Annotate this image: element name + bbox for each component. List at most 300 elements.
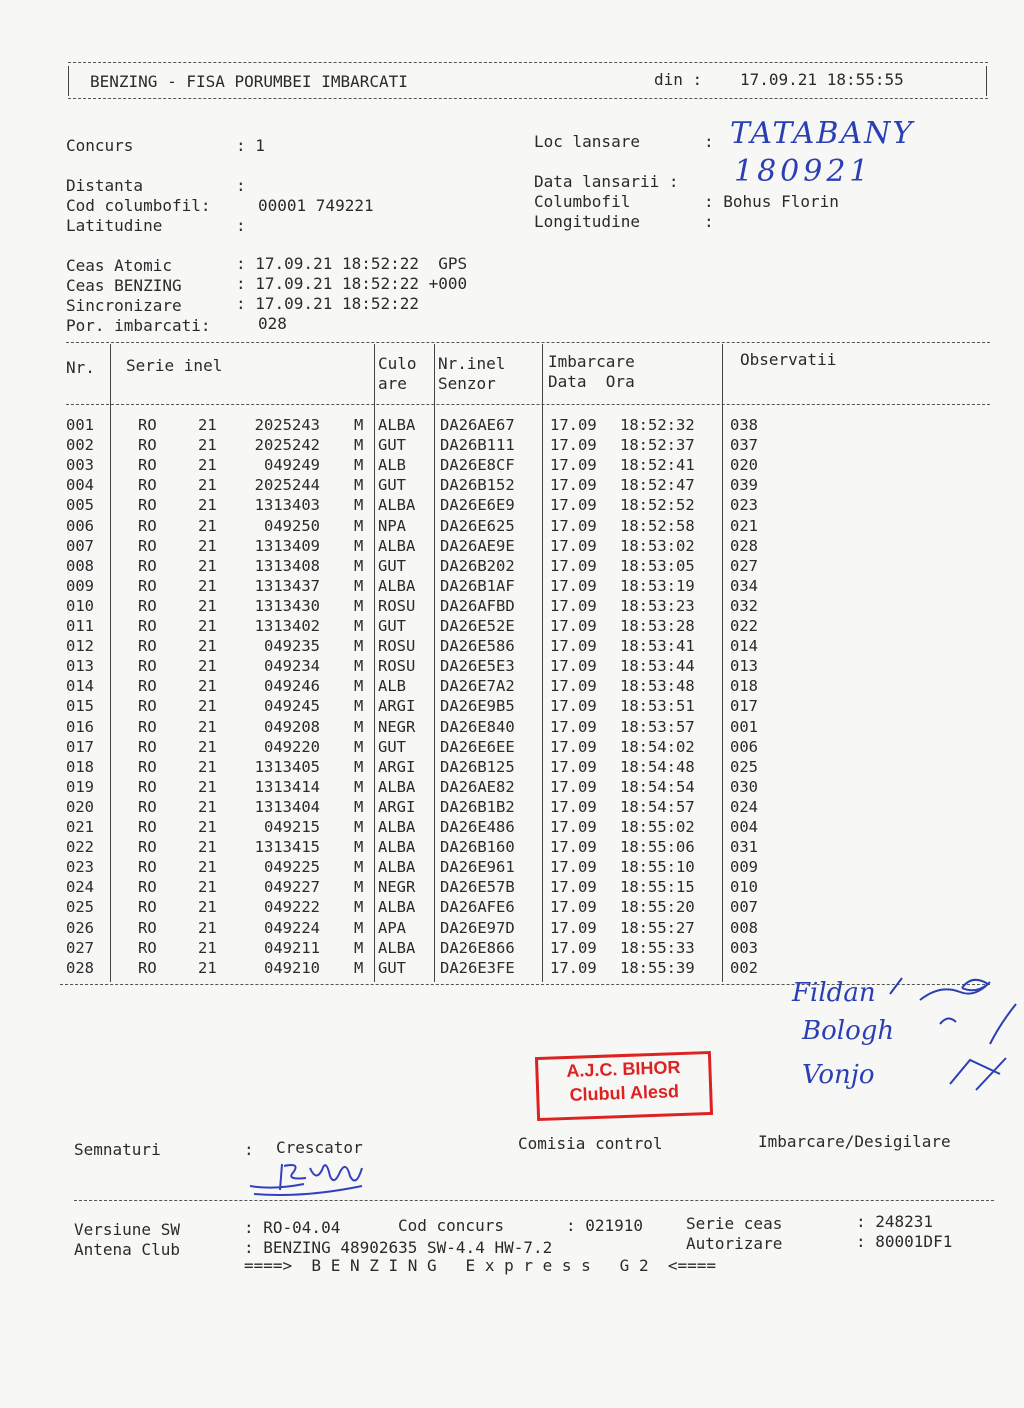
row-color: NEGR [378, 878, 416, 897]
row-sensor: DA26B125 [440, 757, 515, 776]
row-sensor: DA26E6EE [440, 737, 515, 756]
row-time: 18:54:48 [620, 757, 695, 776]
crescator-signature [244, 1156, 384, 1200]
row-date: 17.09 [550, 536, 597, 555]
table-row [66, 637, 786, 657]
row-year: 21 [198, 938, 217, 957]
row-obs: 006 [730, 737, 758, 756]
row-country: RO [138, 436, 157, 455]
col-header-nr: Nr. [66, 358, 95, 377]
row-sex: M [354, 757, 364, 776]
row-date: 17.09 [550, 576, 597, 595]
row-date: 17.09 [550, 757, 597, 776]
col-header-nrinel: Nr.inel [438, 354, 506, 373]
row-year: 21 [198, 737, 217, 756]
semnaturi-label: Semnaturi [74, 1140, 161, 1159]
col-header-are: are [378, 374, 407, 393]
autorizare-value: : 80001DF1 [856, 1232, 953, 1251]
row-color: ALBA [378, 536, 416, 555]
serie-ceas-value: : 248231 [856, 1212, 934, 1231]
row-country: RO [138, 958, 157, 977]
row-ring: 1313437 [254, 576, 320, 595]
row-date: 17.09 [550, 918, 597, 937]
row-nr: 028 [66, 958, 94, 977]
row-sex: M [354, 436, 364, 455]
distanta-value: : [236, 176, 246, 195]
row-ring: 1313409 [254, 536, 320, 555]
row-obs: 018 [730, 677, 758, 696]
row-obs: 013 [730, 657, 758, 676]
row-color: GUT [378, 476, 406, 495]
row-obs: 037 [730, 436, 758, 455]
row-country: RO [138, 757, 157, 776]
row-sensor: DA26E486 [440, 818, 515, 836]
row-date: 17.09 [550, 858, 597, 877]
table-row [66, 537, 786, 557]
row-nr: 020 [66, 797, 94, 816]
row-ring: 049222 [264, 898, 320, 917]
row-year: 21 [198, 958, 217, 977]
row-color: ARGI [378, 797, 416, 816]
col-header-observatii: Observatii [740, 350, 837, 369]
row-nr: 021 [66, 818, 94, 836]
row-color: ALB [378, 677, 406, 696]
versiune-sw-value: : RO-04.04 [244, 1218, 341, 1237]
table-row [66, 416, 786, 436]
row-sensor: DA26E6E9 [440, 496, 515, 515]
distanta-label: Distanta [66, 176, 144, 195]
data-lansarii-handwritten: 180921 [734, 154, 873, 189]
row-year: 21 [198, 536, 217, 555]
row-ring: 049211 [264, 938, 320, 957]
row-time: 18:55:33 [620, 938, 695, 957]
row-obs: 024 [730, 797, 758, 816]
row-obs: 004 [730, 818, 758, 836]
row-nr: 024 [66, 878, 94, 897]
row-date: 17.09 [550, 677, 597, 696]
table-row [66, 738, 786, 758]
row-time: 18:53:19 [620, 576, 695, 595]
row-sex: M [354, 596, 364, 615]
row-ring: 049224 [264, 918, 320, 937]
table-row [66, 677, 786, 697]
row-time: 18:53:48 [620, 677, 695, 696]
row-time: 18:55:02 [620, 818, 695, 836]
antena-club-label: Antena Club [74, 1240, 180, 1259]
versiune-sw-label: Versiune SW [74, 1220, 180, 1239]
row-time: 18:55:20 [620, 898, 695, 917]
row-date: 17.09 [550, 456, 597, 475]
row-time: 18:55:06 [620, 838, 695, 857]
row-color: ALB [378, 456, 406, 475]
row-country: RO [138, 456, 157, 475]
row-sex: M [354, 617, 364, 635]
header-left-border [68, 66, 69, 96]
row-sensor: DA26B1B2 [440, 797, 515, 816]
row-obs: 014 [730, 637, 758, 656]
row-time: 18:55:27 [620, 918, 695, 937]
row-country: RO [138, 657, 157, 676]
row-ring: 049245 [264, 697, 320, 716]
row-time: 18:53:44 [620, 657, 695, 676]
row-nr: 015 [66, 697, 94, 716]
row-obs: 008 [730, 918, 758, 937]
row-year: 21 [198, 476, 217, 495]
row-nr: 010 [66, 596, 94, 615]
row-obs: 007 [730, 898, 758, 917]
handwritten-marks [880, 964, 1020, 1104]
row-date: 17.09 [550, 516, 597, 535]
row-country: RO [138, 496, 157, 515]
row-ring: 049227 [264, 878, 320, 897]
row-time: 18:52:37 [620, 436, 695, 455]
table-row [66, 476, 786, 496]
sheet-title: BENZING - FISA PORUMBEI IMBARCATI [90, 72, 408, 91]
row-year: 21 [198, 556, 217, 575]
concurs-value: : 1 [236, 136, 265, 155]
row-sex: M [354, 677, 364, 696]
row-sensor: DA26B160 [440, 838, 515, 857]
row-obs: 023 [730, 496, 758, 515]
row-time: 18:52:32 [620, 416, 695, 434]
row-nr: 001 [66, 416, 94, 434]
row-obs: 027 [730, 556, 758, 575]
row-color: ALBA [378, 777, 416, 796]
loc-lansare-handwritten: TATABANY [730, 116, 915, 151]
row-ring: 2025243 [254, 416, 320, 434]
table-row [66, 496, 786, 516]
col-header-senzor: Senzor [438, 374, 496, 393]
row-date: 17.09 [550, 818, 597, 836]
row-country: RO [138, 476, 157, 495]
row-sex: M [354, 958, 364, 977]
row-sex: M [354, 717, 364, 736]
table-row [66, 939, 786, 959]
table-row [66, 959, 786, 979]
row-ring: 049235 [264, 637, 320, 656]
row-nr: 008 [66, 556, 94, 575]
row-ring: 1313415 [254, 838, 320, 857]
row-ring: 049225 [264, 858, 320, 877]
sincronizare-value: : 17.09.21 18:52:22 [236, 294, 420, 313]
table-row [66, 436, 786, 456]
row-ring: 2025244 [254, 476, 320, 495]
row-ring: 049250 [264, 516, 320, 535]
row-ring: 1313404 [254, 797, 320, 816]
table-row [66, 597, 786, 617]
row-obs: 003 [730, 938, 758, 957]
por-imbarcati-value: 028 [258, 314, 287, 333]
row-color: GUT [378, 436, 406, 455]
table-row [66, 798, 786, 818]
row-sensor: DA26E840 [440, 717, 515, 736]
row-country: RO [138, 737, 157, 756]
row-sensor: DA26E8CF [440, 456, 515, 475]
row-sex: M [354, 576, 364, 595]
stamp-line-2: Clubul Alesd [569, 1081, 680, 1105]
row-sensor: DA26E866 [440, 938, 515, 957]
row-sensor: DA26AFBD [440, 596, 515, 615]
row-country: RO [138, 677, 157, 696]
row-sex: M [354, 797, 364, 816]
row-time: 18:54:54 [620, 777, 695, 796]
row-sensor: DA26E3FE [440, 958, 515, 977]
row-time: 18:53:41 [620, 637, 695, 656]
row-ring: 1313402 [254, 617, 320, 635]
table-row [66, 858, 786, 878]
row-color: ARGI [378, 697, 416, 716]
row-color: ALBA [378, 898, 416, 917]
row-country: RO [138, 858, 157, 877]
row-time: 18:52:58 [620, 516, 695, 535]
row-color: NEGR [378, 717, 416, 736]
din-label: din : [654, 70, 703, 89]
row-year: 21 [198, 717, 217, 736]
row-time: 18:52:52 [620, 496, 695, 515]
row-country: RO [138, 938, 157, 957]
row-time: 18:53:51 [620, 697, 695, 716]
header-top-border [68, 62, 988, 63]
row-year: 21 [198, 617, 217, 635]
row-country: RO [138, 838, 157, 857]
col-header-data-ora: Data Ora [548, 372, 635, 391]
row-country: RO [138, 576, 157, 595]
row-year: 21 [198, 416, 217, 434]
row-obs: 039 [730, 476, 758, 495]
row-date: 17.09 [550, 777, 597, 796]
row-nr: 014 [66, 677, 94, 696]
row-sensor: DA26E97D [440, 918, 515, 937]
row-sex: M [354, 476, 364, 495]
row-ring: 2025242 [254, 436, 320, 455]
row-sensor: DA26AE82 [440, 777, 515, 796]
row-sensor: DA26E7A2 [440, 677, 515, 696]
row-date: 17.09 [550, 416, 597, 434]
row-sensor: DA26B111 [440, 436, 515, 455]
row-year: 21 [198, 496, 217, 515]
row-nr: 006 [66, 516, 94, 535]
benzing-express-banner: ====> B E N Z I N G E x p r e s s G 2 <==== [244, 1256, 717, 1275]
table-row [66, 758, 786, 778]
row-obs: 028 [730, 536, 758, 555]
row-year: 21 [198, 677, 217, 696]
latitudine-value: : [236, 216, 246, 235]
loc-lansare-label: Loc lansare [534, 132, 640, 151]
row-time: 18:53:28 [620, 617, 695, 635]
row-sensor: DA26E57B [440, 878, 515, 897]
row-country: RO [138, 596, 157, 615]
row-color: ROSU [378, 657, 416, 676]
row-year: 21 [198, 838, 217, 857]
row-ring: 1313408 [254, 556, 320, 575]
serie-ceas-label: Serie ceas [686, 1214, 783, 1233]
row-nr: 007 [66, 536, 94, 555]
col-header-serie: Serie inel [126, 356, 223, 375]
row-country: RO [138, 898, 157, 917]
row-sex: M [354, 818, 364, 836]
row-time: 18:53:02 [620, 536, 695, 555]
handwritten-name-1: Fildan [792, 978, 876, 1008]
row-color: GUT [378, 617, 406, 635]
row-nr: 016 [66, 717, 94, 736]
row-sensor: DA26E961 [440, 858, 515, 877]
row-ring: 1313414 [254, 777, 320, 796]
row-year: 21 [198, 878, 217, 897]
row-nr: 013 [66, 657, 94, 676]
row-country: RO [138, 416, 157, 434]
row-obs: 034 [730, 576, 758, 595]
row-ring: 049220 [264, 737, 320, 756]
row-sex: M [354, 697, 364, 716]
row-sensor: DA26E5E3 [440, 657, 515, 676]
row-country: RO [138, 556, 157, 575]
row-year: 21 [198, 777, 217, 796]
row-color: ROSU [378, 596, 416, 615]
row-sensor: DA26E52E [440, 617, 515, 635]
row-year: 21 [198, 797, 217, 816]
row-color: APA [378, 918, 406, 937]
row-ring: 1313403 [254, 496, 320, 515]
ceas-atomic-label: Ceas Atomic [66, 256, 172, 275]
row-obs: 032 [730, 596, 758, 615]
row-sex: M [354, 938, 364, 957]
row-date: 17.09 [550, 617, 597, 635]
row-nr: 004 [66, 476, 94, 495]
row-year: 21 [198, 436, 217, 455]
row-sex: M [354, 496, 364, 515]
row-nr: 002 [66, 436, 94, 455]
row-date: 17.09 [550, 556, 597, 575]
row-sex: M [354, 777, 364, 796]
table-row [66, 718, 786, 738]
row-country: RO [138, 918, 157, 937]
header-right-border [986, 66, 987, 96]
row-sex: M [354, 918, 364, 937]
row-obs: 017 [730, 697, 758, 716]
row-nr: 005 [66, 496, 94, 515]
row-obs: 009 [730, 858, 758, 877]
row-ring: 1313430 [254, 596, 320, 615]
row-color: ALBA [378, 858, 416, 877]
row-date: 17.09 [550, 657, 597, 676]
cod-concurs-label: Cod concurs [398, 1216, 504, 1235]
row-color: ROSU [378, 637, 416, 656]
stamp-line-1: A.J.C. BIHOR [566, 1057, 681, 1081]
comisia-label: Comisia control [518, 1134, 663, 1153]
row-year: 21 [198, 858, 217, 877]
row-sensor: DA26AE9E [440, 536, 515, 555]
row-date: 17.09 [550, 697, 597, 716]
imbarcare-desigilare-label: Imbarcare/Desigilare [758, 1132, 951, 1151]
row-time: 18:52:47 [620, 476, 695, 495]
row-color: ALBA [378, 838, 416, 857]
row-nr: 027 [66, 938, 94, 957]
header-bottom-border [68, 98, 988, 99]
row-sensor: DA26AFE6 [440, 898, 515, 917]
row-obs: 025 [730, 757, 758, 776]
din-value: 17.09.21 18:55:55 [740, 70, 904, 89]
row-time: 18:55:10 [620, 858, 695, 877]
row-obs: 001 [730, 717, 758, 736]
row-nr: 011 [66, 617, 94, 635]
row-color: ALBA [378, 416, 416, 434]
autorizare-label: Autorizare [686, 1234, 783, 1253]
row-date: 17.09 [550, 436, 597, 455]
row-obs: 031 [730, 838, 758, 857]
table-row [66, 778, 786, 798]
columbofil-label: Columbofil [534, 192, 631, 211]
table-row [66, 898, 786, 918]
row-year: 21 [198, 637, 217, 656]
row-sensor: DA26E625 [440, 516, 515, 535]
table-row [66, 456, 786, 476]
footer-top-border [74, 1200, 994, 1201]
row-sex: M [354, 737, 364, 756]
crescator-label: Crescator [276, 1138, 363, 1157]
row-country: RO [138, 516, 157, 535]
table-row [66, 577, 786, 597]
ceas-atomic-value: : 17.09.21 18:52:22 GPS [236, 254, 468, 273]
row-date: 17.09 [550, 838, 597, 857]
table-row [66, 657, 786, 677]
col-header-culo: Culo [378, 354, 417, 373]
row-sensor: DA26B1AF [440, 576, 515, 595]
row-obs: 021 [730, 516, 758, 535]
row-date: 17.09 [550, 717, 597, 736]
row-country: RO [138, 818, 157, 836]
row-year: 21 [198, 818, 217, 836]
row-color: NPA [378, 516, 406, 535]
row-obs: 022 [730, 617, 758, 635]
row-color: ARGI [378, 757, 416, 776]
semnaturi-sep: : [244, 1140, 254, 1159]
row-country: RO [138, 878, 157, 897]
row-sex: M [354, 898, 364, 917]
row-sex: M [354, 416, 364, 434]
row-color: GUT [378, 556, 406, 575]
row-year: 21 [198, 456, 217, 475]
row-sensor: DA26E9B5 [440, 697, 515, 716]
table-row [66, 818, 786, 838]
row-country: RO [138, 536, 157, 555]
row-time: 18:54:02 [620, 737, 695, 756]
row-time: 18:55:15 [620, 878, 695, 897]
row-obs: 020 [730, 456, 758, 475]
row-date: 17.09 [550, 898, 597, 917]
sincronizare-label: Sincronizare [66, 296, 182, 315]
row-date: 17.09 [550, 938, 597, 957]
row-country: RO [138, 777, 157, 796]
col-header-imbarcare: Imbarcare [548, 352, 635, 371]
row-ring: 049215 [264, 818, 320, 836]
row-nr: 017 [66, 737, 94, 756]
row-sex: M [354, 657, 364, 676]
ceas-benzing-value: : 17.09.21 18:52:22 +000 [236, 274, 468, 293]
longitudine-value: : [704, 212, 714, 231]
row-nr: 009 [66, 576, 94, 595]
row-year: 21 [198, 697, 217, 716]
cod-concurs-value: : 021910 [566, 1216, 644, 1235]
por-imbarcati-label: Por. imbarcati: [66, 316, 211, 335]
row-sex: M [354, 536, 364, 555]
row-date: 17.09 [550, 797, 597, 816]
row-sex: M [354, 516, 364, 535]
loc-lansare-sep: : [704, 132, 714, 151]
row-country: RO [138, 717, 157, 736]
row-year: 21 [198, 576, 217, 595]
row-color: ALBA [378, 576, 416, 595]
row-nr: 023 [66, 858, 94, 877]
